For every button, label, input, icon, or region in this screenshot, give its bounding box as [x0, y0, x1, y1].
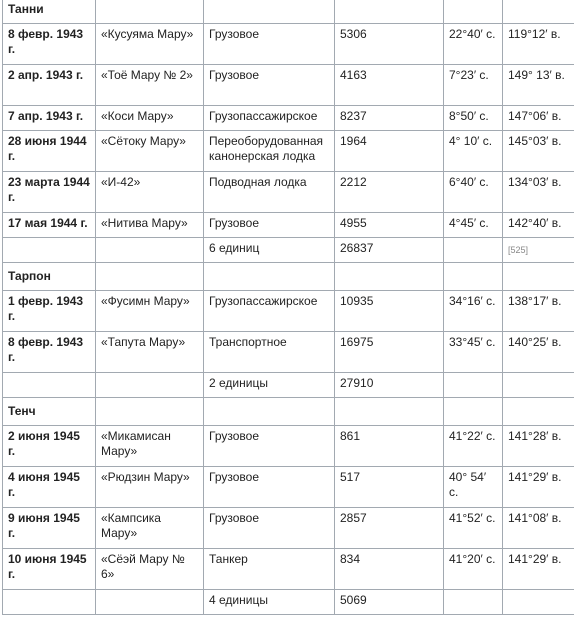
- date-cell: 28 июня 1944 г.: [3, 131, 96, 172]
- ship-name-cell: «Кампсика Мару»: [96, 508, 204, 549]
- ship-type-cell: Грузовое: [204, 508, 335, 549]
- section-header-row: [3, 398, 574, 426]
- longitude-cell: 134°03′ в.: [503, 172, 574, 213]
- table-row: [3, 291, 574, 332]
- table-row: [3, 65, 574, 106]
- empty-cell: [503, 398, 574, 426]
- longitude-cell: 140°25′ в.: [503, 332, 574, 373]
- table-row: [3, 131, 574, 172]
- table-row: [3, 508, 574, 549]
- reference-link: [503, 373, 574, 398]
- tonnage-cell: 2212: [335, 172, 444, 213]
- latitude-cell: 41°20′ с.: [444, 549, 503, 590]
- tonnage-cell: 5306: [335, 24, 444, 65]
- latitude-cell: 41°22′ с.: [444, 426, 503, 467]
- ship-type-cell: Грузопассажирское: [204, 106, 335, 131]
- ship-name-cell: «Нитива Мару»: [96, 213, 204, 238]
- tonnage-cell: 1964: [335, 131, 444, 172]
- date-cell: 4 июня 1945 г.: [3, 467, 96, 508]
- tonnage-cell: 861: [335, 426, 444, 467]
- table-row: [3, 426, 574, 467]
- empty-cell: [444, 373, 503, 398]
- table-row: [3, 467, 574, 508]
- table-row: [3, 332, 574, 373]
- ship-type-cell: Грузопассажирское: [204, 291, 335, 332]
- latitude-cell: 8°50′ с.: [444, 106, 503, 131]
- tonnage-cell: 16975: [335, 332, 444, 373]
- latitude-cell: 22°40′ с.: [444, 24, 503, 65]
- reference-link[interactable]: [525]: [503, 238, 574, 263]
- date-cell: 23 марта 1944 г.: [3, 172, 96, 213]
- tonnage-cell: 4955: [335, 213, 444, 238]
- empty-cell: [204, 0, 335, 24]
- ship-losses-table: [2, 0, 574, 615]
- date-cell: 8 февр. 1943 г.: [3, 24, 96, 65]
- tonnage-cell: 4163: [335, 65, 444, 106]
- ship-name-cell: «Коси Мару»: [96, 106, 204, 131]
- empty-cell: [335, 263, 444, 291]
- total-row: [3, 238, 574, 263]
- ship-name-cell: «Микамисан Мару»: [96, 426, 204, 467]
- latitude-cell: 41°52′ с.: [444, 508, 503, 549]
- longitude-cell: 141°08′ в.: [503, 508, 574, 549]
- total-tonnage-cell: 27910: [335, 373, 444, 398]
- ship-name-cell: «Тапута Мару»: [96, 332, 204, 373]
- section-name: Тарпон: [3, 263, 96, 291]
- longitude-cell: 149° 13′ в.: [503, 65, 574, 106]
- ship-type-cell: Транспортное: [204, 332, 335, 373]
- empty-cell: [444, 238, 503, 263]
- empty-cell: [96, 373, 204, 398]
- reference-link: [503, 590, 574, 615]
- longitude-cell: 119°12′ в.: [503, 24, 574, 65]
- ship-type-cell: Грузовое: [204, 426, 335, 467]
- section-name: Тенч: [3, 398, 96, 426]
- tonnage-cell: 10935: [335, 291, 444, 332]
- tonnage-cell: 834: [335, 549, 444, 590]
- section-header-row: [3, 0, 574, 24]
- total-row: [3, 590, 574, 615]
- latitude-cell: 6°40′ с.: [444, 172, 503, 213]
- table-row: [3, 549, 574, 590]
- ship-type-cell: Грузовое: [204, 65, 335, 106]
- date-cell: 10 июня 1945 г.: [3, 549, 96, 590]
- tonnage-cell: 517: [335, 467, 444, 508]
- empty-cell: [96, 398, 204, 426]
- ship-name-cell: «Сёэй Мару № 6»: [96, 549, 204, 590]
- section-header-row: [3, 263, 574, 291]
- ship-name-cell: «Фусимн Мару»: [96, 291, 204, 332]
- ship-name-cell: «Кусуяма Мару»: [96, 24, 204, 65]
- ship-type-cell: Грузовое: [204, 24, 335, 65]
- empty-cell: [204, 263, 335, 291]
- table-body: [3, 0, 574, 615]
- section-name: Танни: [3, 0, 96, 24]
- empty-cell: [96, 238, 204, 263]
- date-cell: 9 июня 1945 г.: [3, 508, 96, 549]
- date-cell: 17 мая 1944 г.: [3, 213, 96, 238]
- longitude-cell: 138°17′ в.: [503, 291, 574, 332]
- empty-cell: [3, 238, 96, 263]
- ship-name-cell: «Сётоку Мару»: [96, 131, 204, 172]
- table-row: [3, 213, 574, 238]
- total-tonnage-cell: 5069: [335, 590, 444, 615]
- empty-cell: [96, 590, 204, 615]
- tonnage-cell: 8237: [335, 106, 444, 131]
- table-row: [3, 106, 574, 131]
- date-cell: 2 апр. 1943 г.: [3, 65, 96, 106]
- latitude-cell: 7°23′ с.: [444, 65, 503, 106]
- total-count-cell: 2 единицы: [204, 373, 335, 398]
- tonnage-cell: 2857: [335, 508, 444, 549]
- empty-cell: [3, 373, 96, 398]
- longitude-cell: 141°29′ в.: [503, 549, 574, 590]
- longitude-cell: 141°28′ в.: [503, 426, 574, 467]
- empty-cell: [503, 263, 574, 291]
- total-count-cell: 4 единицы: [204, 590, 335, 615]
- date-cell: 7 апр. 1943 г.: [3, 106, 96, 131]
- table-row: [3, 24, 574, 65]
- empty-cell: [204, 398, 335, 426]
- total-count-cell: 6 единиц: [204, 238, 335, 263]
- latitude-cell: 40° 54′ с.: [444, 467, 503, 508]
- empty-cell: [335, 0, 444, 24]
- total-row: [3, 373, 574, 398]
- total-tonnage-cell: 26837: [335, 238, 444, 263]
- empty-cell: [444, 590, 503, 615]
- ship-type-cell: Грузовое: [204, 213, 335, 238]
- ship-type-cell: Переоборудованная канонерская лодка: [204, 131, 335, 172]
- date-cell: 8 февр. 1943 г.: [3, 332, 96, 373]
- ship-name-cell: «Тоё Мару № 2»: [96, 65, 204, 106]
- date-cell: 2 июня 1945 г.: [3, 426, 96, 467]
- empty-cell: [335, 398, 444, 426]
- longitude-cell: 147°06′ в.: [503, 106, 574, 131]
- longitude-cell: 141°29′ в.: [503, 467, 574, 508]
- table-row: [3, 172, 574, 213]
- empty-cell: [96, 0, 204, 24]
- longitude-cell: 145°03′ в.: [503, 131, 574, 172]
- latitude-cell: 33°45′ с.: [444, 332, 503, 373]
- ship-type-cell: Подводная лодка: [204, 172, 335, 213]
- ship-name-cell: «И-42»: [96, 172, 204, 213]
- longitude-cell: 142°40′ в.: [503, 213, 574, 238]
- latitude-cell: 4°45′ с.: [444, 213, 503, 238]
- empty-cell: [444, 0, 503, 24]
- ship-type-cell: Грузовое: [204, 467, 335, 508]
- ship-type-cell: Танкер: [204, 549, 335, 590]
- ship-name-cell: «Рюдзин Мару»: [96, 467, 204, 508]
- date-cell: 1 февр. 1943 г.: [3, 291, 96, 332]
- empty-cell: [444, 263, 503, 291]
- empty-cell: [3, 590, 96, 615]
- empty-cell: [444, 398, 503, 426]
- latitude-cell: 34°16′ с.: [444, 291, 503, 332]
- empty-cell: [503, 0, 574, 24]
- empty-cell: [96, 263, 204, 291]
- latitude-cell: 4° 10′ с.: [444, 131, 503, 172]
